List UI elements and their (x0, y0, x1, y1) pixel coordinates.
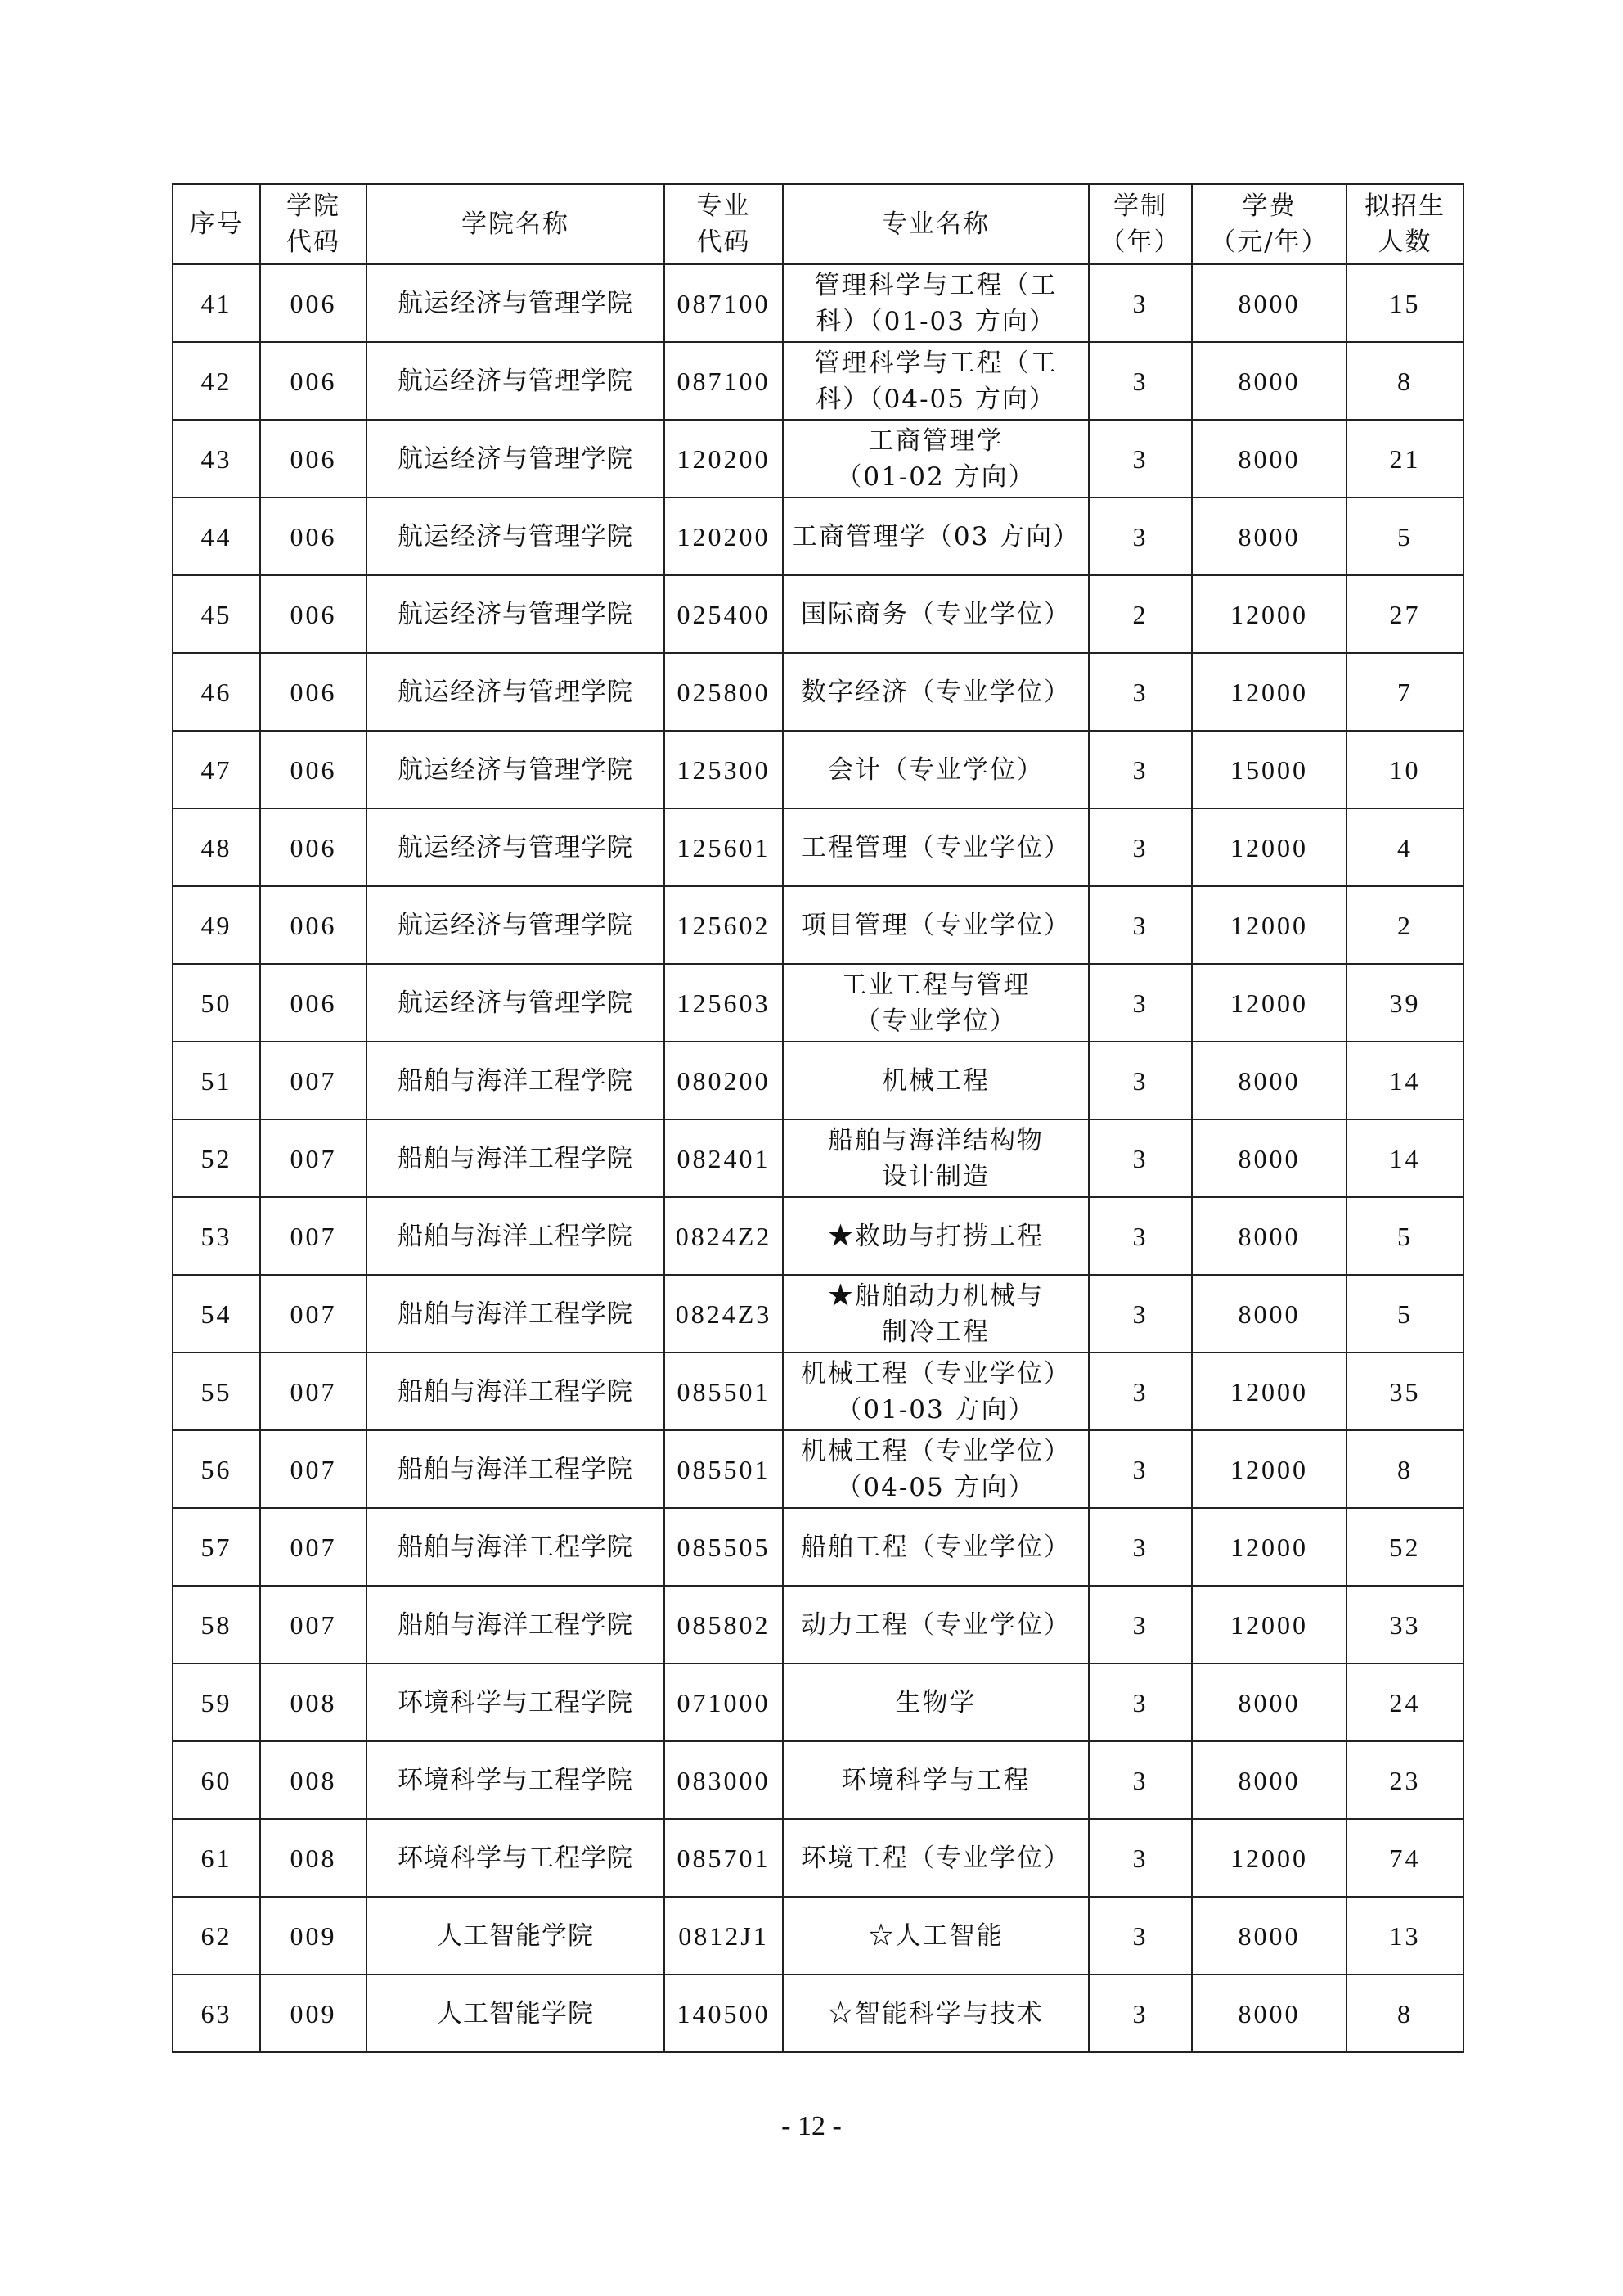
header-seq (173, 184, 260, 264)
cell-duration: 3 (1089, 1819, 1192, 1897)
cell-seq: 45 (173, 575, 260, 653)
cell-college-code: 009 (260, 1897, 366, 1974)
cell-college-code: 006 (260, 342, 366, 420)
cell-duration: 3 (1089, 808, 1192, 886)
major-name-line: 环境工程（专业学位） (801, 1843, 1071, 1873)
cell-major-code: 125602 (664, 886, 783, 964)
table-row (173, 1042, 1463, 1119)
major-name-line: 工商管理学（03 方向） (791, 521, 1081, 551)
cell-major-name (783, 1741, 1089, 1819)
cell-quota: 10 (1347, 731, 1463, 808)
cell-tuition: 8000 (1192, 1741, 1347, 1819)
cell-seq: 55 (173, 1353, 260, 1430)
table-row (173, 1353, 1463, 1430)
cell-major-code: 120200 (664, 420, 783, 497)
cell-college-name: 航运经济与管理学院 (366, 420, 664, 497)
major-name-line: 数字经济（专业学位） (801, 677, 1071, 707)
cell-duration: 3 (1089, 1586, 1192, 1663)
cell-tuition: 12000 (1192, 1353, 1347, 1430)
cell-quota: 13 (1347, 1897, 1463, 1974)
cell-college-code: 006 (260, 497, 366, 575)
cell-duration: 2 (1089, 575, 1192, 653)
cell-quota: 5 (1347, 1275, 1463, 1353)
major-name-line: ☆人工智能 (868, 1920, 1004, 1951)
cell-tuition: 12000 (1192, 1819, 1347, 1897)
cell-college-code: 007 (260, 1430, 366, 1508)
cell-major-name (783, 420, 1089, 497)
cell-college-name: 航运经济与管理学院 (366, 497, 664, 575)
table-row (173, 1275, 1463, 1353)
table-row (173, 1119, 1463, 1197)
cell-quota: 74 (1347, 1819, 1463, 1897)
cell-seq: 51 (173, 1042, 260, 1119)
cell-college-code: 007 (260, 1197, 366, 1275)
major-name-line: 管理科学与工程（工 (814, 270, 1058, 300)
cell-college-name: 环境科学与工程学院 (366, 1663, 664, 1741)
major-name-line: 工业工程与管理 (841, 970, 1031, 1000)
cell-major-name (783, 886, 1089, 964)
cell-tuition: 12000 (1192, 1586, 1347, 1663)
cell-college-name: 船舶与海洋工程学院 (366, 1430, 664, 1508)
major-name-line: 项目管理（专业学位） (801, 910, 1071, 940)
cell-college-name: 环境科学与工程学院 (366, 1741, 664, 1819)
cell-major-name (783, 264, 1089, 342)
cell-college-code: 006 (260, 886, 366, 964)
cell-major-name (783, 808, 1089, 886)
header-line: 学制 (1113, 191, 1167, 221)
cell-quota: 27 (1347, 575, 1463, 653)
cell-duration: 3 (1089, 886, 1192, 964)
cell-seq: 59 (173, 1663, 260, 1741)
cell-duration: 3 (1089, 1508, 1192, 1586)
cell-major-name (783, 1119, 1089, 1197)
cell-seq: 58 (173, 1586, 260, 1663)
major-name-line: 机械工程（专业学位） (801, 1358, 1071, 1389)
header-line: （年） (1099, 227, 1181, 257)
major-name-line: ☆智能科学与技术 (828, 1998, 1044, 2028)
cell-major-name (783, 1353, 1089, 1430)
cell-quota: 14 (1347, 1042, 1463, 1119)
cell-college-code: 006 (260, 808, 366, 886)
header-quota (1347, 184, 1463, 264)
cell-college-code: 009 (260, 1974, 366, 2052)
cell-duration: 3 (1089, 653, 1192, 731)
cell-duration: 3 (1089, 1119, 1192, 1197)
cell-quota: 7 (1347, 653, 1463, 731)
table-row (173, 731, 1463, 808)
cell-duration: 3 (1089, 1353, 1192, 1430)
cell-college-name: 航运经济与管理学院 (366, 886, 664, 964)
cell-major-code: 085501 (664, 1430, 783, 1508)
cell-seq: 43 (173, 420, 260, 497)
cell-college-name: 船舶与海洋工程学院 (366, 1353, 664, 1430)
cell-college-name: 船舶与海洋工程学院 (366, 1042, 664, 1119)
cell-seq: 56 (173, 1430, 260, 1508)
cell-quota: 23 (1347, 1741, 1463, 1819)
cell-major-code: 082401 (664, 1119, 783, 1197)
header-line: 专业名称 (882, 209, 990, 239)
major-name-line: 设计制造 (882, 1161, 990, 1191)
cell-major-code: 085802 (664, 1586, 783, 1663)
cell-tuition: 12000 (1192, 808, 1347, 886)
major-name-line: 环境科学与工程 (841, 1765, 1031, 1795)
cell-major-code: 025800 (664, 653, 783, 731)
cell-quota: 4 (1347, 808, 1463, 886)
cell-college-code: 007 (260, 1275, 366, 1353)
cell-tuition: 12000 (1192, 1508, 1347, 1586)
cell-major-code: 085505 (664, 1508, 783, 1586)
cell-seq: 52 (173, 1119, 260, 1197)
cell-quota: 8 (1347, 1430, 1463, 1508)
cell-major-name (783, 342, 1089, 420)
cell-duration: 3 (1089, 497, 1192, 575)
cell-tuition: 12000 (1192, 964, 1347, 1042)
cell-duration: 3 (1089, 1897, 1192, 1974)
cell-major-code: 085701 (664, 1819, 783, 1897)
cell-seq: 46 (173, 653, 260, 731)
cell-college-code: 007 (260, 1042, 366, 1119)
major-name-line: （01-02 方向） (836, 461, 1036, 492)
cell-tuition: 8000 (1192, 1663, 1347, 1741)
cell-college-code: 008 (260, 1663, 366, 1741)
cell-college-code: 008 (260, 1819, 366, 1897)
major-name-line: 机械工程（专业学位） (801, 1436, 1071, 1466)
cell-major-code: 080200 (664, 1042, 783, 1119)
cell-major-name (783, 1430, 1089, 1508)
cell-duration: 3 (1089, 1275, 1192, 1353)
table-row (173, 1897, 1463, 1974)
cell-seq: 49 (173, 886, 260, 964)
header-line: 学院 (286, 191, 340, 221)
cell-major-name (783, 1197, 1089, 1275)
cell-duration: 3 (1089, 964, 1192, 1042)
cell-major-code: 071000 (664, 1663, 783, 1741)
table-row (173, 1197, 1463, 1275)
cell-college-name: 航运经济与管理学院 (366, 731, 664, 808)
cell-tuition: 15000 (1192, 731, 1347, 808)
cell-major-code: 0824Z3 (664, 1275, 783, 1353)
cell-major-name (783, 497, 1089, 575)
table-row (173, 497, 1463, 575)
cell-tuition: 12000 (1192, 575, 1347, 653)
header-college-code (260, 184, 366, 264)
cell-college-name: 航运经济与管理学院 (366, 964, 664, 1042)
cell-quota: 8 (1347, 342, 1463, 420)
cell-major-name (783, 653, 1089, 731)
cell-quota: 52 (1347, 1508, 1463, 1586)
table-row (173, 1819, 1463, 1897)
cell-major-code: 120200 (664, 497, 783, 575)
major-name-line: 动力工程（专业学位） (801, 1609, 1071, 1640)
cell-college-code: 007 (260, 1508, 366, 1586)
major-name-line: 会计（专业学位） (828, 754, 1044, 785)
cell-tuition: 8000 (1192, 420, 1347, 497)
header-line: 学费 (1242, 191, 1297, 221)
cell-tuition: 8000 (1192, 497, 1347, 575)
cell-duration: 3 (1089, 1042, 1192, 1119)
header-line: 学院名称 (461, 209, 569, 239)
cell-seq: 63 (173, 1974, 260, 2052)
header-line: 专业 (696, 191, 751, 221)
cell-tuition: 8000 (1192, 1974, 1347, 2052)
cell-seq: 57 (173, 1508, 260, 1586)
table-row (173, 1741, 1463, 1819)
cell-seq: 41 (173, 264, 260, 342)
cell-seq: 50 (173, 964, 260, 1042)
header-row (173, 184, 1463, 264)
cell-tuition: 8000 (1192, 1119, 1347, 1197)
header-line: 拟招生 (1364, 191, 1445, 221)
cell-tuition: 8000 (1192, 264, 1347, 342)
cell-tuition: 12000 (1192, 1430, 1347, 1508)
cell-duration: 3 (1089, 1974, 1192, 2052)
header-line: 代码 (286, 227, 340, 257)
cell-college-code: 006 (260, 264, 366, 342)
table-row (173, 964, 1463, 1042)
cell-tuition: 8000 (1192, 1197, 1347, 1275)
cell-major-code: 0824Z2 (664, 1197, 783, 1275)
major-name-line: 科）（01-03 方向） (816, 306, 1056, 336)
cell-major-code: 083000 (664, 1741, 783, 1819)
cell-quota: 33 (1347, 1586, 1463, 1663)
cell-major-code: 087100 (664, 264, 783, 342)
cell-college-code: 008 (260, 1741, 366, 1819)
table-row (173, 1663, 1463, 1741)
cell-duration: 3 (1089, 1663, 1192, 1741)
cell-major-name (783, 1819, 1089, 1897)
major-name-line: 船舶工程（专业学位） (801, 1532, 1071, 1562)
cell-seq: 54 (173, 1275, 260, 1353)
cell-quota: 5 (1347, 1197, 1463, 1275)
table-row (173, 1586, 1463, 1663)
cell-major-name (783, 964, 1089, 1042)
header-college-name (366, 184, 664, 264)
cell-college-code: 006 (260, 653, 366, 731)
cell-quota: 8 (1347, 1974, 1463, 2052)
cell-college-code: 006 (260, 575, 366, 653)
cell-duration: 3 (1089, 1741, 1192, 1819)
cell-seq: 44 (173, 497, 260, 575)
cell-quota: 21 (1347, 420, 1463, 497)
table-row (173, 420, 1463, 497)
cell-college-name: 船舶与海洋工程学院 (366, 1586, 664, 1663)
cell-duration: 3 (1089, 264, 1192, 342)
cell-college-code: 007 (260, 1586, 366, 1663)
major-name-line: （04-05 方向） (836, 1472, 1036, 1502)
cell-college-name: 环境科学与工程学院 (366, 1819, 664, 1897)
cell-quota: 35 (1347, 1353, 1463, 1430)
cell-seq: 61 (173, 1819, 260, 1897)
cell-college-name: 船舶与海洋工程学院 (366, 1275, 664, 1353)
header-line: 序号 (189, 209, 244, 239)
cell-seq: 42 (173, 342, 260, 420)
cell-tuition: 8000 (1192, 342, 1347, 420)
cell-quota: 5 (1347, 497, 1463, 575)
table-row (173, 264, 1463, 342)
cell-duration: 3 (1089, 420, 1192, 497)
cell-duration: 3 (1089, 731, 1192, 808)
cell-tuition: 8000 (1192, 1275, 1347, 1353)
cell-major-code: 0812J1 (664, 1897, 783, 1974)
cell-major-name (783, 1042, 1089, 1119)
major-name-line: 国际商务（专业学位） (801, 599, 1071, 629)
major-name-line: 机械工程 (882, 1065, 990, 1096)
cell-quota: 15 (1347, 264, 1463, 342)
table-body (173, 264, 1463, 2052)
major-name-line: ★救助与打捞工程 (828, 1221, 1044, 1251)
header-duration (1089, 184, 1192, 264)
cell-duration: 3 (1089, 342, 1192, 420)
cell-college-name: 航运经济与管理学院 (366, 264, 664, 342)
table-row (173, 575, 1463, 653)
table-header (173, 184, 1463, 264)
major-name-line: 船舶与海洋结构物 (828, 1125, 1044, 1155)
cell-college-code: 007 (260, 1119, 366, 1197)
admissions-table (172, 183, 1464, 2053)
cell-college-code: 006 (260, 964, 366, 1042)
cell-duration: 3 (1089, 1430, 1192, 1508)
cell-college-name: 人工智能学院 (366, 1974, 664, 2052)
major-name-line: 制冷工程 (882, 1317, 990, 1347)
cell-major-name (783, 1663, 1089, 1741)
cell-quota: 39 (1347, 964, 1463, 1042)
cell-major-code: 085501 (664, 1353, 783, 1430)
table-row (173, 886, 1463, 964)
cell-quota: 14 (1347, 1119, 1463, 1197)
cell-major-code: 125603 (664, 964, 783, 1042)
cell-duration: 3 (1089, 1197, 1192, 1275)
cell-college-name: 船舶与海洋工程学院 (366, 1197, 664, 1275)
cell-major-name (783, 1275, 1089, 1353)
cell-major-name (783, 1974, 1089, 2052)
header-tuition (1192, 184, 1347, 264)
cell-seq: 48 (173, 808, 260, 886)
cell-quota: 2 (1347, 886, 1463, 964)
cell-major-code: 025400 (664, 575, 783, 653)
cell-seq: 53 (173, 1197, 260, 1275)
table-row (173, 1508, 1463, 1586)
cell-major-code: 140500 (664, 1974, 783, 2052)
header-line: 代码 (696, 227, 751, 257)
table-row (173, 653, 1463, 731)
major-name-line: 生物学 (895, 1687, 977, 1717)
major-name-line: 管理科学与工程（工 (814, 348, 1058, 378)
header-major-code (664, 184, 783, 264)
major-name-line: （专业学位） (855, 1006, 1017, 1036)
cell-tuition: 12000 (1192, 886, 1347, 964)
cell-major-name (783, 575, 1089, 653)
cell-major-name (783, 1586, 1089, 1663)
major-name-line: ★船舶动力机械与 (828, 1281, 1044, 1311)
header-line: 人数 (1378, 227, 1432, 257)
cell-seq: 60 (173, 1741, 260, 1819)
cell-major-code: 087100 (664, 342, 783, 420)
cell-tuition: 8000 (1192, 1897, 1347, 1974)
cell-college-name: 人工智能学院 (366, 1897, 664, 1974)
cell-college-code: 006 (260, 731, 366, 808)
cell-college-name: 航运经济与管理学院 (366, 653, 664, 731)
table-row (173, 342, 1463, 420)
cell-college-name: 船舶与海洋工程学院 (366, 1508, 664, 1586)
cell-college-name: 航运经济与管理学院 (366, 342, 664, 420)
cell-major-code: 125601 (664, 808, 783, 886)
cell-quota: 24 (1347, 1663, 1463, 1741)
table-row (173, 808, 1463, 886)
cell-major-code: 125300 (664, 731, 783, 808)
cell-major-name (783, 1897, 1089, 1974)
cell-major-name (783, 1508, 1089, 1586)
cell-college-name: 船舶与海洋工程学院 (366, 1119, 664, 1197)
major-name-line: 工程管理（专业学位） (801, 832, 1071, 862)
cell-seq: 62 (173, 1897, 260, 1974)
major-name-line: 科）（04-05 方向） (816, 384, 1056, 414)
major-name-line: （01-03 方向） (836, 1394, 1036, 1425)
cell-college-code: 007 (260, 1353, 366, 1430)
header-line: （元/年） (1210, 227, 1329, 257)
cell-college-name: 航运经济与管理学院 (366, 575, 664, 653)
major-name-line: 工商管理学 (868, 425, 1004, 456)
table-row (173, 1430, 1463, 1508)
cell-college-name: 航运经济与管理学院 (366, 808, 664, 886)
cell-college-code: 006 (260, 420, 366, 497)
cell-seq: 47 (173, 731, 260, 808)
cell-major-name (783, 731, 1089, 808)
page-number: - 12 - (781, 2111, 842, 2141)
header-major-name (783, 184, 1089, 264)
cell-tuition: 12000 (1192, 653, 1347, 731)
cell-tuition: 8000 (1192, 1042, 1347, 1119)
table-row (173, 1974, 1463, 2052)
